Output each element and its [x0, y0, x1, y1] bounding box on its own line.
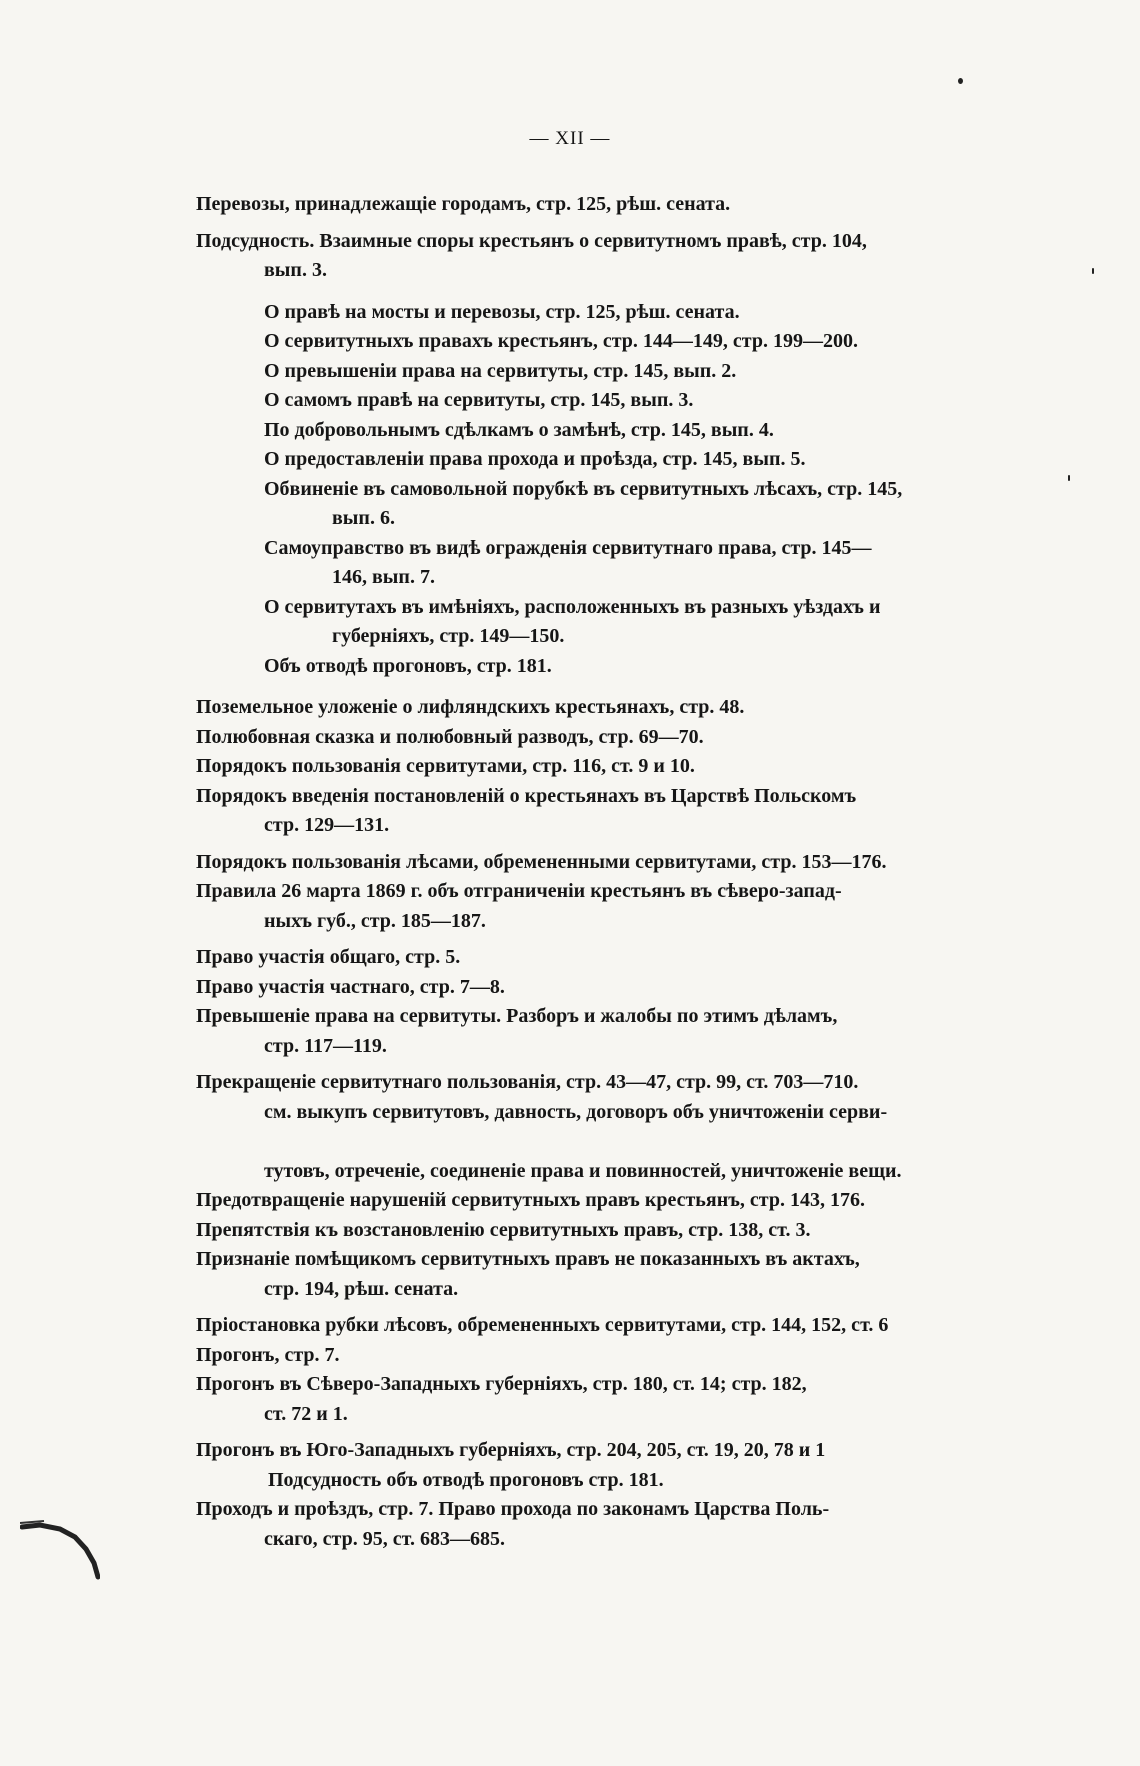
- page-number: — XII —: [529, 128, 611, 149]
- entry-line: Порядокъ пользованія лѣсами, обремененными сервитутами, стр. 153—176.: [196, 850, 887, 873]
- index-entry: [196, 1311, 1046, 1341]
- sub-entry: [196, 386, 1046, 416]
- entry-line: ныхъ губ., стр. 185—187.: [264, 909, 486, 932]
- index-entry: [196, 1245, 1046, 1304]
- index-entry: [196, 693, 1046, 723]
- entry-line: Подсудность объ отводѣ прогоновъ стр. 181.: [268, 1468, 664, 1491]
- entry-line: Прогонъ въ Юго-Западныхъ губерніяхъ, стр. 204, 205, ст. 19, 20, 78 и 1: [196, 1439, 826, 1461]
- entry-line: По добровольнымъ сдѣлкамъ о замѣнѣ, стр. 145, вып. 4.: [264, 418, 774, 441]
- index-entry: [196, 1495, 1046, 1554]
- index-entry: [196, 877, 1046, 936]
- index-entry: [196, 782, 1046, 841]
- entry-line: см. выкупъ сервитутовъ, давность, договоръ объ уничтоженіи серви-: [264, 1100, 888, 1123]
- entry-line: Правила 26 марта 1869 г. объ отграниченіи крестьянъ въ сѣверо-запад-: [196, 880, 842, 902]
- entry-line: О сервитутныхъ правахъ крестьянъ, стр. 144—149, стр. 199—200.: [264, 330, 858, 352]
- scan-speck: [958, 78, 963, 84]
- sub-entry: [196, 534, 1046, 593]
- entry-line: О правѣ на мосты и перевозы, стр. 125, рѣш. сената.: [264, 300, 740, 323]
- index-entry: [196, 1068, 1046, 1186]
- entry-line: Право участія общаго, стр. 5.: [196, 946, 461, 968]
- entry-line: Предотвращеніе нарушеній сервитутныхъ правъ крестьянъ, стр. 143, 176.: [196, 1189, 865, 1211]
- sub-entry: [196, 593, 1046, 652]
- scan-speck: [1068, 475, 1070, 481]
- sub-entry: [196, 357, 1046, 387]
- entry-line: ст. 72 и 1.: [264, 1402, 348, 1425]
- index-entry: [196, 227, 1046, 286]
- index-entry: [196, 1002, 1046, 1061]
- entry-line: Пріостановка рубки лѣсовъ, обремененныхъ сервитутами, стр. 144, 152, ст. 6: [196, 1314, 889, 1336]
- index-entry: [196, 752, 1046, 782]
- index-entry: [196, 1370, 1046, 1429]
- scan-speck: [1092, 268, 1094, 274]
- sub-entry: [196, 652, 1046, 682]
- entry-line: Обвиненіе въ самовольной порубкѣ въ сервитутныхъ лѣсахъ, стр. 145,: [264, 477, 903, 500]
- sub-entry: [196, 445, 1046, 475]
- entry-line: О самомъ правѣ на сервитуты, стр. 145, вып. 3.: [264, 389, 694, 411]
- index-entry: [196, 190, 1046, 220]
- entry-line: стр. 117—119.: [264, 1034, 387, 1057]
- entry-line: Проходъ и проѣздъ, стр. 7. Право прохода по законамъ Царства Поль-: [196, 1498, 830, 1520]
- entry-line: стр. 129—131.: [264, 814, 390, 836]
- entry-line: О предоставленіи права прохода и проѣзда, стр. 145, вып. 5.: [264, 448, 806, 470]
- entry-line: Признаніе помѣщикомъ сервитутныхъ правъ не показанныхъ въ актахъ,: [196, 1248, 860, 1270]
- entry-line: Превышеніе права на сервитуты. Разборъ и жалобы по этимъ дѣламъ,: [196, 1005, 838, 1027]
- entry-line: скаго, стр. 95, ст. 683—685.: [264, 1527, 505, 1550]
- entry-line: Объ отводѣ прогоновъ, стр. 181.: [264, 654, 552, 677]
- sub-entry: [196, 475, 1046, 534]
- entry-line: О превышеніи права на сервитуты, стр. 145, вып. 2.: [264, 359, 737, 382]
- entry-line: стр. 194, рѣш. сената.: [264, 1277, 459, 1300]
- entry-line: Самоуправство въ видѣ огражденія сервитутнаго права, стр. 145—: [264, 536, 872, 559]
- entry-line: О сервитутахъ въ имѣніяхъ, расположенныхъ въ разныхъ уѣздахъ и: [264, 595, 881, 618]
- index-entry: [196, 1436, 1046, 1495]
- sub-entry: [196, 298, 1046, 328]
- entry-line: 146, вып. 7.: [332, 566, 435, 588]
- index-entry: [196, 1341, 1046, 1371]
- entry-line: Перевозы, принадлежащіе городамъ, стр. 125, рѣш. сената.: [196, 193, 731, 215]
- index-content: [196, 190, 1046, 1554]
- sub-entry: [196, 416, 1046, 446]
- index-entry: [196, 723, 1046, 753]
- sub-entry: [196, 327, 1046, 357]
- index-entry: [196, 1186, 1046, 1216]
- entry-line: вып. 6.: [332, 507, 395, 529]
- entry-line: губерніяхъ, стр. 149—150.: [332, 625, 565, 647]
- sub-entries: [196, 298, 1046, 682]
- entry-line: Порядокъ пользованія сервитутами, стр. 116, ст. 9 и 10.: [196, 755, 695, 777]
- entry-line: Подсудность. Взаимные споры крестьянъ о сервитутномъ правѣ, стр. 104,: [196, 229, 867, 252]
- entry-line: Порядокъ введенія постановленій о крестьянахъ въ Царствѣ Польскомъ: [196, 784, 857, 807]
- entry-line: тутовъ, отреченіе, соединеніе права и повинностей, уничтоженіе вещи.: [264, 1159, 902, 1182]
- entry-line: вып. 3.: [264, 259, 327, 281]
- entry-line: Прогонъ въ Сѣверо-Западныхъ губерніяхъ, стр. 180, ст. 14; стр. 182,: [196, 1373, 807, 1395]
- index-entry: [196, 943, 1046, 973]
- entry-line: Прогонъ, стр. 7.: [196, 1343, 340, 1366]
- entry-line: Поземельное уложеніе о лифляндскихъ крестьянахъ, стр. 48.: [196, 696, 745, 718]
- scan-artifact-mark: [20, 1515, 100, 1585]
- index-entry: [196, 973, 1046, 1003]
- entry-line: Право участія частнаго, стр. 7—8.: [196, 975, 505, 998]
- index-entry: [196, 848, 1046, 878]
- entry-line: Препятствія къ возстановленію сервитутныхъ правъ, стр. 138, ст. 3.: [196, 1218, 811, 1241]
- entry-line: Прекращеніе сервитутнаго пользованія, стр. 43—47, стр. 99, ст. 703—710.: [196, 1071, 859, 1093]
- index-entry: [196, 1216, 1046, 1246]
- entry-line: Полюбовная сказка и полюбовный разводъ, стр. 69—70.: [196, 725, 704, 748]
